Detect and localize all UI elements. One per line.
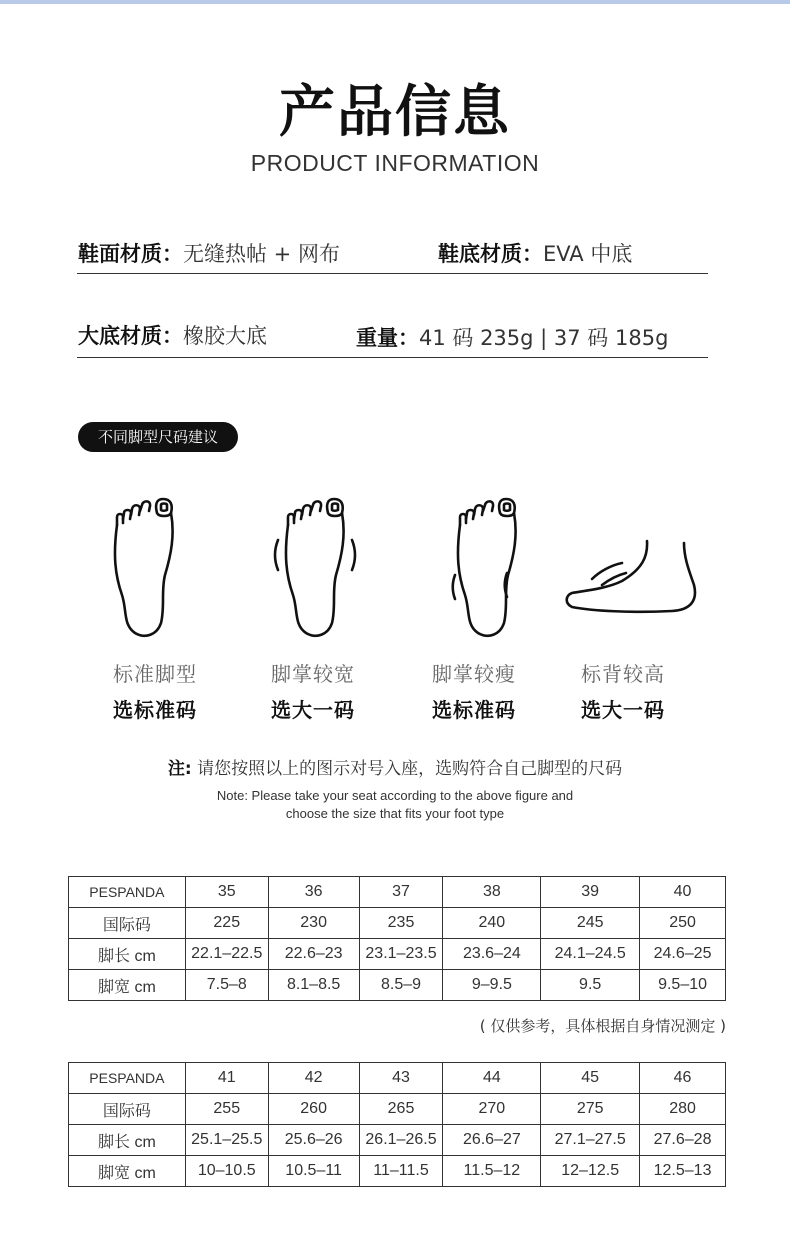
foot-type-label: 标准脚型 bbox=[113, 662, 197, 686]
table-cell: 22.1–22.5 bbox=[185, 939, 268, 970]
table-cell: 9.5–10 bbox=[640, 970, 726, 1001]
note-en-line: choose the size that fits your foot type bbox=[285, 806, 505, 821]
size-table-1 bbox=[68, 876, 726, 1001]
table-cell: 44 bbox=[443, 1063, 541, 1094]
wide-foot-icon bbox=[268, 495, 363, 640]
upper-material-value: 无缝热帖 + 网布 bbox=[183, 242, 340, 266]
table-cell: 27.1–27.5 bbox=[541, 1125, 640, 1156]
weight bbox=[356, 322, 668, 352]
weight-label: 重量： bbox=[356, 326, 419, 350]
high-instep-foot-icon bbox=[562, 535, 702, 620]
upper-material bbox=[78, 238, 340, 268]
upper-material-label: 鞋面材质： bbox=[78, 242, 183, 266]
table-row bbox=[69, 1156, 726, 1187]
top-accent-bar bbox=[0, 0, 790, 4]
weight-value: 41 码 235g | 37 码 185g bbox=[419, 326, 669, 350]
table-cell: 255 bbox=[185, 1094, 268, 1125]
outsole-material bbox=[78, 320, 267, 350]
table-cell: 40 bbox=[640, 877, 726, 908]
table-cell: 25.6–26 bbox=[268, 1125, 359, 1156]
table-row bbox=[69, 877, 726, 908]
table-cell: 35 bbox=[185, 877, 268, 908]
table-cell: 9–9.5 bbox=[443, 970, 541, 1001]
table-cell: 46 bbox=[640, 1063, 726, 1094]
note-cn bbox=[0, 754, 790, 779]
table-cell: 国际码 bbox=[69, 1094, 186, 1125]
table-row bbox=[69, 908, 726, 939]
outsole-material-value: 橡胶大底 bbox=[183, 324, 267, 348]
table-cell: 36 bbox=[268, 877, 359, 908]
table-cell: 27.6–28 bbox=[640, 1125, 726, 1156]
note-label: 注: bbox=[167, 759, 192, 779]
sole-material-value: EVA 中底 bbox=[543, 242, 633, 266]
table-cell: 250 bbox=[640, 908, 726, 939]
outsole-material-label: 大底材质： bbox=[78, 324, 183, 348]
table-cell: 45 bbox=[541, 1063, 640, 1094]
table-cell: 26.6–27 bbox=[443, 1125, 541, 1156]
table-cell: 37 bbox=[359, 877, 443, 908]
table-cell: 12.5–13 bbox=[640, 1156, 726, 1187]
table-cell: 43 bbox=[359, 1063, 443, 1094]
table-row bbox=[69, 1063, 726, 1094]
foot-guide-badge: 不同脚型尺码建议 bbox=[78, 422, 238, 452]
size-table-2 bbox=[68, 1062, 726, 1187]
divider bbox=[77, 273, 708, 274]
table-cell: 国际码 bbox=[69, 908, 186, 939]
table-row bbox=[69, 939, 726, 970]
table-cell: 脚宽 cm bbox=[69, 970, 186, 1001]
table-cell: 23.1–23.5 bbox=[359, 939, 443, 970]
table-cell: 275 bbox=[541, 1094, 640, 1125]
table-cell: 26.1–26.5 bbox=[359, 1125, 443, 1156]
table-cell: 22.6–23 bbox=[268, 939, 359, 970]
table-cell: 12–12.5 bbox=[541, 1156, 640, 1187]
divider bbox=[77, 357, 708, 358]
foot-size-advice: 选标准码 bbox=[432, 698, 516, 722]
table-cell: 7.5–8 bbox=[185, 970, 268, 1001]
table-cell: 24.6–25 bbox=[640, 939, 726, 970]
table-cell: 260 bbox=[268, 1094, 359, 1125]
note-en bbox=[0, 787, 790, 823]
standard-foot-icon bbox=[105, 495, 185, 640]
table-cell: 225 bbox=[185, 908, 268, 939]
table-cell: 脚长 cm bbox=[69, 939, 186, 970]
table-cell: 8.1–8.5 bbox=[268, 970, 359, 1001]
table-cell: 240 bbox=[443, 908, 541, 939]
table-cell: 9.5 bbox=[541, 970, 640, 1001]
foot-size-advice: 选大一码 bbox=[271, 698, 355, 722]
sole-material bbox=[438, 238, 632, 268]
page-subtitle: PRODUCT INFORMATION bbox=[250, 150, 540, 176]
table-cell: 11.5–12 bbox=[443, 1156, 541, 1187]
table-cell: 脚长 cm bbox=[69, 1125, 186, 1156]
table-cell: 235 bbox=[359, 908, 443, 939]
table-cell: 23.6–24 bbox=[443, 939, 541, 970]
foot-type-label: 标背较高 bbox=[581, 662, 665, 686]
foot-type-label: 脚掌较宽 bbox=[271, 662, 355, 686]
note-text: 请您按照以上的图示对号入座，选购符合自己脚型的尺码 bbox=[197, 759, 623, 779]
table-cell: 脚宽 cm bbox=[69, 1156, 186, 1187]
page-title: 产品信息 bbox=[279, 80, 511, 145]
table-cell: 8.5–9 bbox=[359, 970, 443, 1001]
table-cell: 10.5–11 bbox=[268, 1156, 359, 1187]
table-cell: 245 bbox=[541, 908, 640, 939]
note-en-line: Note: Please take your seat according to the above figure and bbox=[216, 788, 574, 803]
table-row bbox=[69, 970, 726, 1001]
table-row bbox=[69, 1094, 726, 1125]
table-cell: 10–10.5 bbox=[185, 1156, 268, 1187]
table-cell: 230 bbox=[268, 908, 359, 939]
table-cell: 24.1–24.5 bbox=[541, 939, 640, 970]
table-cell: 270 bbox=[443, 1094, 541, 1125]
table-cell: PESPANDA bbox=[69, 877, 186, 908]
table-cell: 25.1–25.5 bbox=[185, 1125, 268, 1156]
foot-size-advice: 选大一码 bbox=[581, 698, 665, 722]
table-cell: 41 bbox=[185, 1063, 268, 1094]
table-cell: PESPANDA bbox=[69, 1063, 186, 1094]
table-cell: 39 bbox=[541, 877, 640, 908]
table-cell: 280 bbox=[640, 1094, 726, 1125]
foot-size-advice: 选标准码 bbox=[113, 698, 197, 722]
table-row bbox=[69, 1125, 726, 1156]
table-cell: 38 bbox=[443, 877, 541, 908]
sole-material-label: 鞋底材质： bbox=[438, 242, 543, 266]
foot-type-label: 脚掌较瘦 bbox=[432, 662, 516, 686]
narrow-foot-icon bbox=[448, 495, 528, 640]
table-cell: 265 bbox=[359, 1094, 443, 1125]
table-cell: 42 bbox=[268, 1063, 359, 1094]
table-cell: 11–11.5 bbox=[359, 1156, 443, 1187]
reference-note: ( 仅供参考，具体根据自身情况测定 ) bbox=[479, 1017, 726, 1035]
